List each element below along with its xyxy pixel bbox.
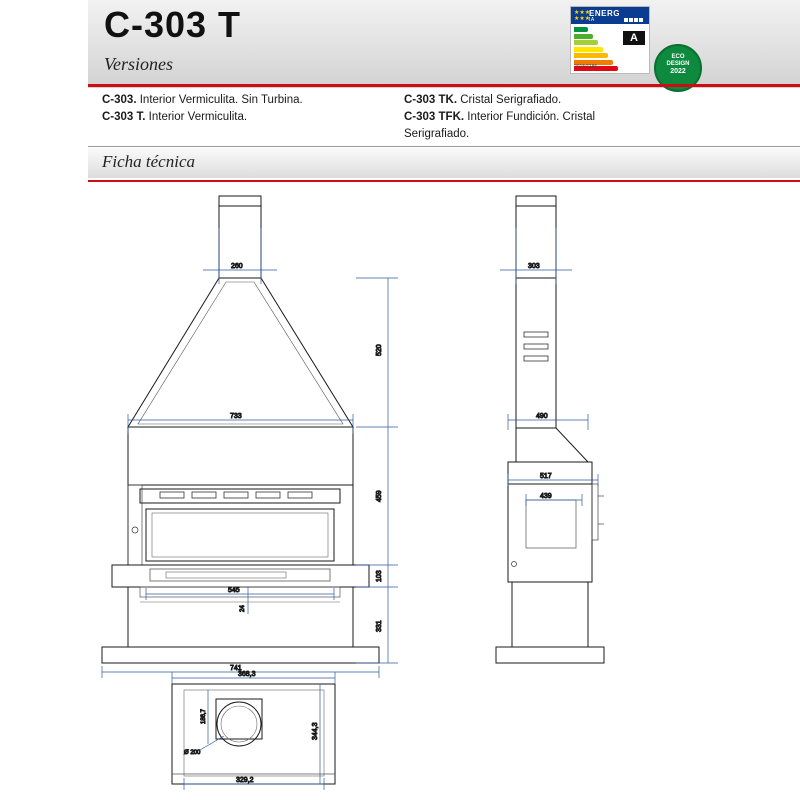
dim-733: 733	[230, 413, 242, 420]
versions-heading: Versiones	[104, 54, 173, 74]
side-view	[496, 196, 604, 663]
version-desc: Interior Fundición. Cristal	[467, 111, 596, 123]
side-view-dimension-labels	[528, 263, 552, 500]
dim-517: 517	[540, 473, 552, 480]
versions-column-left	[102, 92, 402, 126]
ficha-accent-rule	[88, 180, 800, 182]
version-item	[102, 109, 402, 126]
versions-block	[88, 92, 800, 146]
dim-520: 520	[376, 344, 383, 356]
versions-divider	[88, 146, 800, 147]
version-item	[102, 92, 402, 109]
front-view-dimension-labels	[228, 263, 383, 672]
version-item	[404, 92, 704, 109]
dim-329-2: 329,2	[236, 777, 254, 784]
energy-label-footer: 2015/1186	[574, 64, 598, 70]
front-view	[102, 196, 398, 678]
energy-label	[570, 6, 650, 74]
dim-490: 490	[536, 413, 548, 420]
energy-class-badge: A	[623, 31, 645, 45]
version-code: C-303 TFK.	[404, 111, 465, 123]
ecodesign-line1: ECO	[671, 54, 685, 60]
dim-260: 260	[231, 263, 243, 270]
dim-459: 459	[376, 490, 383, 502]
energy-label-squares-icon	[624, 10, 646, 21]
dim-103: 103	[376, 570, 383, 582]
dim-368-3: 368,3	[238, 671, 256, 678]
dim-331: 331	[376, 620, 383, 632]
technical-drawing	[88, 184, 800, 800]
version-desc: Interior Vermiculita.	[148, 111, 248, 123]
dim-439: 439	[540, 493, 552, 500]
dim-545: 545	[228, 587, 240, 594]
top-view	[172, 672, 335, 790]
ficha-tecnica-band	[88, 148, 800, 178]
version-desc: Cristal Serigrafiado.	[460, 94, 562, 106]
dim-186-7: 186,7	[201, 708, 207, 724]
energy-label-word: ENERG	[589, 9, 620, 18]
header-accent-rule	[88, 84, 800, 87]
version-desc: Interior Vermiculita. Sin Turbina.	[139, 94, 303, 106]
ecodesign-line3: 2022	[670, 68, 686, 75]
versions-column-right	[404, 92, 704, 143]
version-code: C-303.	[102, 94, 137, 106]
energy-label-header	[571, 7, 649, 24]
ficha-tecnica-label: Ficha técnica	[102, 152, 195, 171]
dim-741: 741	[230, 665, 242, 672]
energy-label-word-suffix: IA	[589, 17, 595, 23]
left-margin	[0, 0, 88, 800]
dim-344-3: 344,3	[312, 722, 319, 740]
page-header	[0, 0, 800, 88]
dim-diameter-200: Ø 200	[184, 750, 201, 756]
version-desc: Serigrafiado.	[404, 128, 470, 140]
page-title: C-303 T	[104, 4, 242, 45]
version-code: C-303 TK.	[404, 94, 458, 106]
version-item	[404, 126, 704, 143]
version-item	[404, 109, 704, 126]
drawing-canvas	[88, 184, 800, 800]
eu-stars-icon: ★★★ ★★★	[574, 10, 591, 22]
version-code: C-303 T.	[102, 111, 146, 123]
top-view-dimension-labels	[184, 671, 319, 784]
dim-24: 24	[240, 605, 246, 612]
ecodesign-line2: DESIGN	[666, 61, 690, 67]
dim-303: 303	[528, 263, 540, 270]
